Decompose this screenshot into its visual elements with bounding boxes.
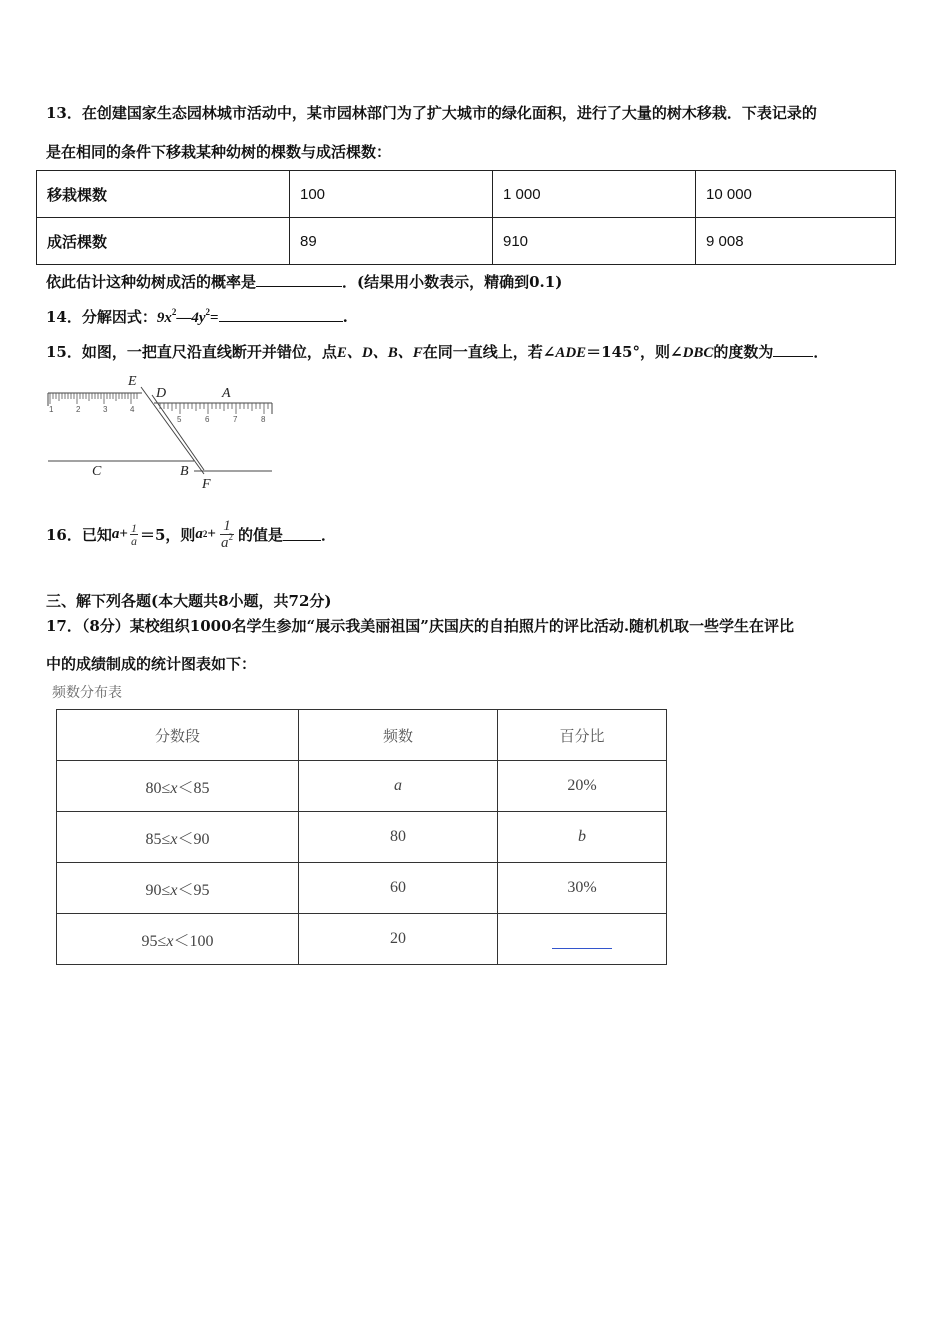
label-d: D [156, 386, 167, 401]
range-var: x [170, 830, 178, 848]
range-var: x [166, 932, 174, 950]
q15-text-a: 15．如图，一把直尺沿直线断开并错位，点 [46, 343, 337, 361]
section-3-title: 三、解下列各题(本大题共8小题，共72分) [46, 592, 332, 610]
label-b: B [180, 464, 189, 479]
q16-fraction-2 [220, 518, 234, 551]
ruler-ticks-left [50, 393, 137, 404]
label-f: F [202, 477, 211, 492]
pct-cell: 20% [498, 761, 667, 812]
pct-value: b [578, 828, 586, 845]
q14-term-a: 9x [156, 310, 172, 326]
q15-end: ． [813, 343, 829, 361]
fraction-denominator-base: a [220, 534, 229, 551]
answer-blank[interactable] [256, 286, 342, 287]
table-cell: 100 [290, 171, 493, 218]
answer-blank[interactable] [773, 356, 813, 357]
label-a: A [222, 386, 231, 401]
table-header-cell: 频数 [299, 710, 498, 761]
tick-label: 3 [103, 405, 108, 414]
q15-angle-dbc: DBC [682, 345, 714, 361]
freq-cell [299, 761, 498, 812]
range-upper: ＜100 [173, 932, 214, 950]
q16-fraction-1 [130, 522, 138, 547]
frequency-table [56, 709, 667, 965]
table-cell: 移栽棵数 [37, 171, 290, 218]
range-lower: 85≤ [145, 830, 171, 848]
table-row [57, 812, 667, 863]
table-cell: 910 [493, 218, 696, 265]
tick-label: 2 [76, 405, 81, 414]
q14-exp-a: 2 [171, 307, 177, 317]
fraction-denominator-exp: 2 [228, 531, 233, 542]
q14-exp-b: 2 [205, 307, 211, 317]
table-cell: 89 [290, 218, 493, 265]
table-row [57, 914, 667, 965]
fraction-numerator: 1 [223, 517, 231, 534]
q16-suffix: 的值是 [237, 525, 283, 544]
q17-text-line2: 中的成绩制成的统计图表如下： [46, 655, 257, 673]
range-lower: 90≤ [145, 881, 171, 899]
q14-prefix: 14．分解因式： [46, 308, 157, 326]
fraction-denominator: a [130, 533, 137, 548]
q15-points: E、D、B、F [336, 345, 423, 361]
range-cell [57, 812, 299, 863]
q14-minus: — [176, 310, 192, 326]
tick-label: 8 [261, 415, 266, 424]
range-var: x [170, 779, 178, 797]
q14-line [46, 306, 348, 327]
range-lower: 80≤ [145, 779, 171, 797]
pct-cell: 30% [498, 863, 667, 914]
tick-label: 6 [205, 415, 210, 424]
q15-text-d: 的度数为 [713, 343, 774, 361]
q16-var-a2: a [195, 525, 203, 542]
q16-var-a: a [111, 525, 120, 542]
answer-blank[interactable] [219, 321, 343, 322]
table-cell: 10 000 [696, 171, 896, 218]
range-cell [57, 914, 299, 965]
range-upper: ＜90 [177, 830, 210, 848]
q15-text-c: ＝145°，则∠ [586, 343, 683, 361]
ruler-ticks-right [160, 403, 268, 414]
table-cell: 1 000 [493, 171, 696, 218]
table-row [37, 218, 896, 265]
answer-blank[interactable] [283, 540, 321, 541]
fraction-numerator: 1 [130, 520, 137, 535]
range-upper: ＜85 [177, 779, 210, 797]
q17-text-line1: 17．（8分）某校组织1000名学生参加“展示我美丽祖国”庆国庆的自拍照片的评比活动.随机机取一些学生在评比 [46, 617, 795, 635]
freq-cell: 60 [299, 863, 498, 914]
q13-answer-prefix: 依此估计这种幼树成活的概率是 [46, 273, 257, 291]
range-upper: ＜95 [177, 881, 210, 899]
q14-term-b: 4y [191, 310, 206, 326]
tick-label: 1 [49, 405, 54, 414]
fraction-denominator [220, 531, 234, 551]
table-header-cell: 百分比 [498, 710, 667, 761]
q13-answer-suffix: ．(结果用小数表示，精确到0.1) [342, 273, 563, 291]
table-row [57, 761, 667, 812]
q13-table [36, 170, 896, 265]
freq-cell: 80 [299, 812, 498, 863]
freq-cell: 20 [299, 914, 498, 965]
q13-text-line1: 13．在创建国家生态园林城市活动中，某市园林部门为了扩大城市的绿化面积，进行了大量的树木移栽．下表记录的 [46, 104, 817, 122]
q14-equals: = [210, 310, 219, 326]
q16-end: ． [320, 525, 336, 544]
table-row [37, 171, 896, 218]
freq-value: a [394, 777, 402, 794]
table-row [57, 863, 667, 914]
label-c: C [92, 464, 102, 479]
q16-line: 16．已知 a + $\frac{1}{a}$ ＝5，则 a 2 + $\frac{1}{a^2}$ 的值是 ． [46, 517, 336, 551]
pct-cell [498, 812, 667, 863]
ruler-figure [44, 370, 280, 495]
tick-label: 5 [177, 415, 182, 424]
pct-blank[interactable] [552, 930, 612, 949]
q17-table-caption: 频数分布表 [52, 685, 122, 701]
table-cell: 9 008 [696, 218, 896, 265]
q15-text-b: 在同一直线上，若∠ [422, 343, 556, 361]
q16-prefix: 16．已知 [46, 525, 112, 544]
q16-plus2: + [207, 525, 216, 542]
tick-label: 7 [233, 415, 238, 424]
pct-cell [498, 914, 667, 965]
range-lower: 95≤ [141, 932, 167, 950]
q13-answer-line [46, 271, 562, 292]
range-var: x [170, 881, 178, 899]
q16-equals-5: ＝5，则 [139, 525, 196, 544]
q14-end: . [342, 308, 348, 326]
tick-label: 4 [130, 405, 135, 414]
table-header-cell: 分数段 [57, 710, 299, 761]
q16-plus: + [119, 525, 128, 542]
table-header-row [57, 710, 667, 761]
range-cell [57, 863, 299, 914]
q13-text-line2: 是在相同的条件下移栽某种幼树的棵数与成活棵数： [46, 143, 392, 161]
label-e: E [128, 374, 137, 389]
range-cell [57, 761, 299, 812]
q15-line [46, 341, 828, 362]
q15-angle-ade: ADE [555, 345, 587, 361]
table-cell: 成活棵数 [37, 218, 290, 265]
